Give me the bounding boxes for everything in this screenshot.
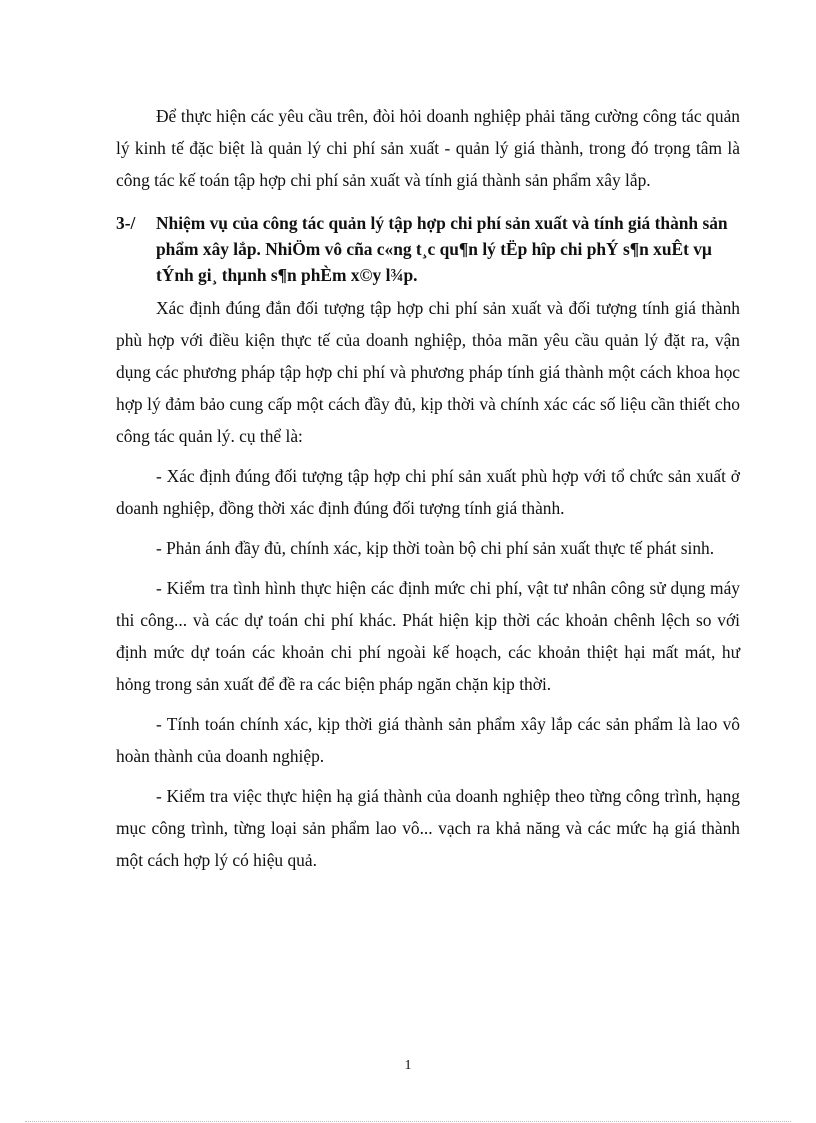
task-item: - Kiểm tra việc thực hiện hạ giá thành của doanh nghiệp theo từng công trình, hạng mục công trình, từng loại sản phẩm lao vô... vạch ra khả năng và các mức hạ giá thành một cách hợp lý có hiệu quả. [116,786,740,870]
intro-paragraph: Để thực hiện các yêu cầu trên, đòi hỏi doanh nghiệp phải tăng cường công tác quản lý kinh tế đặc biệt là quản lý chi phí sản xuất - quản lý giá thành, trong đó trọng tâm là công tác kế toán tập hợp chi phí sản xuất và tính giá thành sản phẩm xây lắp. [116,106,740,190]
page-number: 1 [404,1058,412,1073]
section-heading [116,210,740,288]
section-title: Nhiệm vụ của công tác quản lý tập hợp chi phí sản xuất và tính giá thành sản phẩm xây lắp. NhiÖm vô cña c«ng t¸c qu¶n lý tËp hîp chi phÝ s¶n xuÊt vµ tÝnh gi¸ thµnh s¶n phÈm x©y l¾p. [156,213,728,285]
task-item: - Kiểm tra tình hình thực hiện các định mức chi phí, vật tư nhân công sử dụng máy thi công... và các dự toán chi phí khác. Phát hiện kịp thời các khoản chênh lệch so với định mức dự toán các khoản chi phí ngoài kế hoạch, các khoản thiệt hại mất mát, hư hỏng trong sản xuất để đề ra các biện pháp ngăn chặn kịp thời. [116,578,740,694]
task-item: - Xác định đúng đối tượng tập hợp chi phí sản xuất phù hợp với tổ chức sản xuất ở doanh nghiệp, đồng thời xác định đúng đối tượng tính giá thành. [116,466,740,518]
body-paragraph: Xác định đúng đắn đối tượng tập hợp chi phí sản xuất và đối tượng tính giá thành phù hợp với điều kiện thực tế của doanh nghiệp, thỏa mãn yêu cầu quản lý đặt ra, vận dụng các phương pháp tập hợp chi phí và phương pháp tính giá thành một cách khoa học hợp lý đảm bảo cung cấp một cách đầy đủ, kịp thời và chính xác các số liệu cần thiết cho công tác quản lý. cụ thể là: [116,298,740,446]
task-item: - Phản ánh đầy đủ, chính xác, kịp thời toàn bộ chi phí sản xuất thực tế phát sinh. [156,538,715,558]
section-number: 3-/ [116,213,136,233]
page-divider [25,1121,791,1122]
task-item: - Tính toán chính xác, kịp thời giá thành sản phẩm xây lắp các sản phẩm là lao vô hoàn thành của doanh nghiệp. [116,714,740,766]
page-content [116,100,740,884]
